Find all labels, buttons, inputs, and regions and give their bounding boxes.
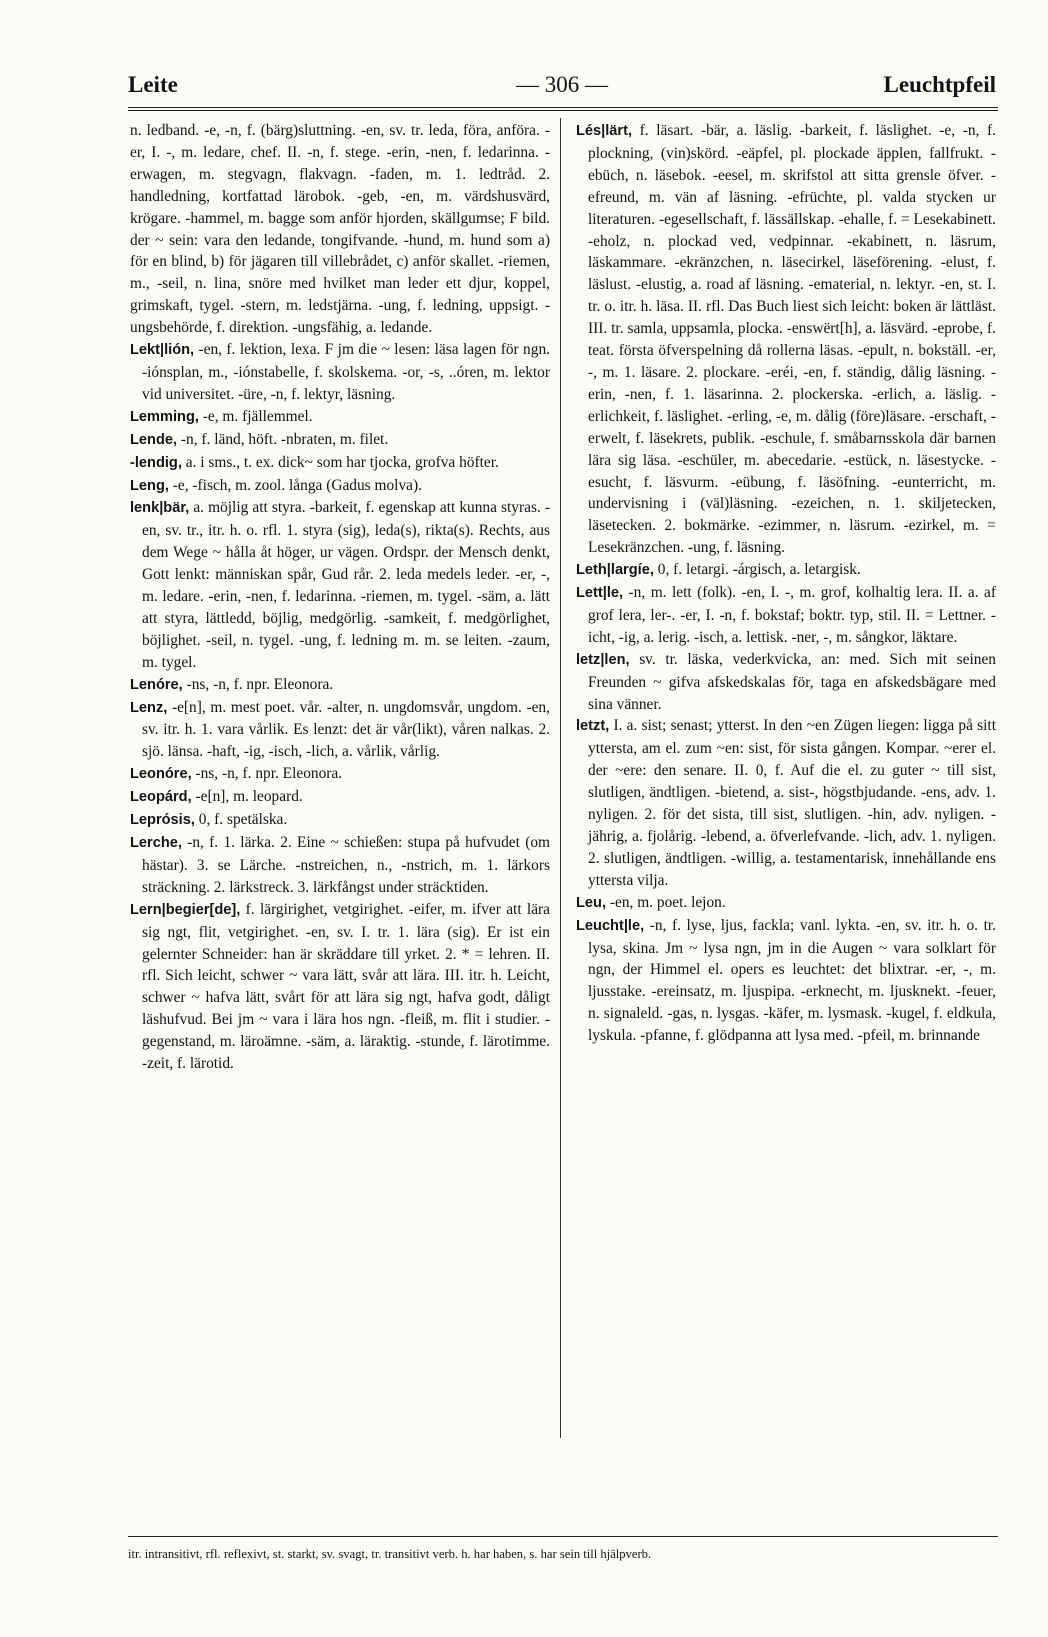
entry-headword: Leth|largíe, — [576, 562, 654, 579]
dictionary-entry — [130, 475, 550, 498]
entry-headword: Lende, — [130, 431, 178, 448]
dictionary-entry — [576, 649, 996, 716]
entry-definition: -e, m. fjällemmel. — [202, 407, 313, 425]
entry-definition: -n, f. länd, höft. -nbraten, m. filet. — [180, 430, 389, 448]
entry-headword: -lendig, — [130, 454, 182, 471]
entry-headword: letz|len, — [576, 651, 630, 668]
entry-headword: Lern|begier[de], — [130, 901, 241, 918]
dictionary-entry — [130, 406, 550, 429]
entry-headword: Lenóre, — [130, 676, 183, 693]
dictionary-entry — [576, 892, 996, 915]
entry-headword: Lerche, — [130, 835, 182, 851]
dictionary-entry — [130, 809, 550, 832]
dictionary-entry — [130, 497, 550, 673]
dictionary-entry — [130, 697, 550, 764]
header-left-guideword: Leite — [128, 72, 178, 97]
header-right-guideword: Leuchtpfeil — [883, 72, 996, 97]
dictionary-entry — [130, 452, 550, 475]
entry-definition: -n, f. 1. lärka. 2. Eine ~ schießen: stupa på hufvudet (om hästar). 3. se Lärche. -nstreichen, n., -nstrich, m. 1. lärkors sträckning. 2. lärkstreck. 3. lärkfångst under sträcktiden. — [142, 834, 550, 896]
entry-definition: 0, f. spetälska. — [198, 811, 288, 829]
entry-headword: Lett|le, — [576, 585, 624, 602]
entry-headword: Lenz, — [130, 699, 168, 716]
entry-definition: f. läsart. -bär, a. läslig. -barkeit, f. läslighet. -e, -n, f. plockning, (vin)skörd. -eäpfel, pl. plockade äpplen, fallfrukt. -ebüch, n. läsebok. -eesel, m. skrifstol att sitta grensle öfver. -efreund, m. vän af läsning. -efrüchte, pl. valda stycken ur literaturen. -egesellschaft, f. lässällskap. -ehalle, f. = Lesekabinett. -eholz, n. plockad ved, vedpinnar. -ekabinett, n. läsrum, läskammare. -ekränzchen, n. läsecirkel, läseförening. -elust, f. läslust. -elustig, a. road af läsning. -ematerial, n. lektyr. -en, st. I. tr. o. itr. h. läsa. II. rfl. Das Buch liest sich leicht: boken är lättläst. III. tr. samla, uppsamla, plocka. -enswërt[h], a. läsvärd. -eprobe, f. teat. första öfverspelning då rollerna läsas. -epult, n. bokställ. -er, -, m. 1. läsare. 2. plockare. -eréi, -en, f. ständig, dålig läsning. -erin, -nen, f. 1. läsarinna. 2. plockerska. -erlich, a. läslig. -erlichkeit, f. läslighet. -erling, -e, m. dålig (före)läsare. -erschaft, -erwelt, f. läsekrets, publik. -eschule, f. småbarnsskola där barnen lära sig läsa. -eschüler, m. abecedarie. -estück, n. läsestycke. -esucht, f. läsvurm. -eübung, f. läsöfning. -eunterricht, m. undervisning i (väl)läsning. -ezeichen, n. 1. skiljetecken, läsetecken. 2. bokmärke. -ezimmer, n. läsrum. -ezirkel, m. = Lesekränzchen. -ung, f. läsning. — [588, 122, 996, 557]
dictionary-entry — [130, 899, 550, 1075]
dictionary-entry — [130, 429, 550, 452]
entry-definition: a. i sms., t. ex. dick~ som har tjocka, grofva höfter. — [185, 453, 499, 471]
abbreviation-footer: itr. intransitivt, rfl. reflexivt, st. starkt, sv. svagt, tr. transitivt verb. h. har haben, s. har sein till hjälpverb. — [128, 1547, 652, 1561]
entry-headword: lenk|bär, — [130, 500, 190, 517]
dictionary-entry — [576, 915, 996, 1047]
entry-definition: -e, -fisch, m. zool. långa (Gadus molva). — [172, 476, 422, 494]
right-column — [576, 120, 996, 1047]
entry-headword: Leopárd, — [130, 789, 192, 806]
entry-headword: Leu, — [576, 894, 606, 911]
entry-definition: -e[n], m. leopard. — [195, 788, 303, 806]
entry-definition: -n, m. lett (folk). -en, I. -, m. grof, kolhaltig lera. II. a. af grof lera, ler-. -er, I. -n, f. bokstaf; boktr. typ, stil. II. = Lettner. -icht, -ig, a. lerig. -isch, a. lettisk. -ner, -, m. sångkor, läktare. — [588, 584, 996, 646]
entry-definition: -en, f. lektion, lexa. F jm die ~ lesen: läsa lagen för ngn. -iónsplan, m., -iónstabelle, f. skolskema. -or, -s, ..óren, m. lektor vid universitet. -üre, -n, f. lektyr, läsning. — [142, 341, 550, 403]
dictionary-entry — [576, 582, 996, 649]
dictionary-entry — [576, 559, 996, 582]
page-header — [128, 72, 996, 106]
left-column — [130, 120, 550, 1075]
entry-definition: n. ledband. -e, -n, f. (bärg)sluttning. -en, sv. tr. leda, föra, anföra. -er, I. -, m. ledare, chef. II. -n, f. stege. -erin, -nen, f. ledarinna. -erwagen, m. stegvagn, flakvagn. -faden, m. 1. ledtråd. 2. handledning, kortfattad lärobok. -geb, -en, m. värdshusvärd, krögare. -hammel, m. bagge som anför hjorden, skällgumse; F bild. der ~ sein: vara den ledande, tongifvande. -hund, m. hund som a) för en blind, b) för jägaren till villebrådet, c) anför skallet. -riemen, m., -seil, n. lina, snöre med hvilket man leder ett djur, koppel, grimskaft, tygel. -stern, m. ledstjärna. -ung, f. ledning, uppsigt. -ungsbehörde, f. direktion. -ungsfähig, a. ledande. — [130, 122, 550, 337]
dictionary-entry — [130, 339, 550, 406]
entry-headword: Leng, — [130, 477, 169, 494]
entry-definition: f. lärgirighet, vetgirighet. -eifer, m. ifver att lära sig ngt, flit, vetgirighet. -en, sv. I. tr. 1. lära (sig). Er ist ein gelernter Schneider: han är skräddare till yrket. 2. * = lehren. II. rfl. Sich leicht, schwer ~ vara lätt, svår att lära. III. itr. h. Leicht, schwer ~ hafva lätt, svårt för att lära sig ngt, hafva godt, dåligt läshufvud. Bei jm ~ vara i lära hos ngn. -fleiß, m. flit i studier. -gegenstand, m. läroämne. -säm, a. läraktig. -stunde, f. lärotimme. -zeit, f. lärotid. — [142, 900, 550, 1073]
dictionary-entry — [576, 715, 996, 891]
dictionary-entry — [576, 120, 996, 559]
entry-definition: I. a. sist; senast; ytterst. In den ~en Zügen liegen: ligga på sitt yttersta, am el. zum ~en: sist, för sista gången. Kompar. ~erer el. der ~ere: den senare. II. 0, f. Auf die el. zu guter ~ till sist, slutligen, ändtligen. -bietend, a. sist-, högstbjudande. -ens, adv. 1. nyligen. 2. för det sista, till sist, slutligen. -hin, adv. nyligen. -jährig, a. fjolårig. -lebend, a. öfverlefvande. -lich, adv. 1. nyligen. 2. slutligen, ändtligen. -willig, a. testamentarisk, innehållande ens yttersta vilja. — [588, 717, 996, 889]
header-rule — [128, 107, 998, 108]
dictionary-entry — [130, 674, 550, 697]
entry-definition: -ns, -n, f. npr. Eleonora. — [186, 675, 334, 693]
entry-headword: Lés|lärt, — [576, 123, 632, 139]
entry-definition: sv. tr. läska, vederkvicka, an: med. Sich mit seinen Freunden ~ gifva afskedskalas för, taga en afskedsbägare med sina vänner. — [588, 650, 996, 713]
entry-headword: Lekt|lión, — [130, 342, 195, 359]
entry-definition: 0, f. letargi. -árgisch, a. letargisk. — [657, 561, 861, 579]
dictionary-entry — [130, 832, 550, 899]
entry-definition: -en, m. poet. lejon. — [609, 893, 726, 911]
entry-definition: a. möjlig att styra. -barkeit, f. egenskap att kunna styras. -en, sv. tr., itr. h. o. rfl. 1. styra (sig), leda(s), rikta(s). Rechts, aus dem Wege ~ hålla åt höger, ur vägen. Ordspr. der Mensch denkt, Gott lenkt: människan spår, Gud rår. 2. leda medels leder. -er, -, m. ledare. -erin, -nen, f. ledarinna. -riemen, m. tygel. -säm, a. lätt att styra, lättledd, böjlig, medgörlig. -samkeit, f. medgörlighet, böjlighet. -seil, n. tygel. -ung, f. ledning m. m. se leiten. -zaum, m. tygel. — [142, 499, 550, 671]
entry-headword: Leucht|le, — [576, 917, 645, 934]
entry-definition: -ns, -n, f. npr. Eleonora. — [195, 765, 343, 783]
dictionary-entry — [130, 120, 550, 339]
entry-headword: Leprósis, — [130, 812, 195, 829]
entry-headword: Lemming, — [130, 408, 199, 425]
dictionary-entry — [130, 763, 550, 786]
footer-rule — [128, 1536, 998, 1537]
column-divider — [560, 118, 561, 1438]
entry-headword: letzt, — [576, 718, 610, 735]
entry-definition: -n, f. lyse, ljus, fackla; vanl. lykta. -en, sv. itr. h. o. tr. lysa, skina. Jm ~ lysa ngn, jm in die Augen ~ vara solklart för ngn, der Himmel el. opers es leuchtet: det blixtrar. -er, -, m. ljusstake. -ereinsatz, m. ljuspipa. -erknecht, m. ljusknekt. -feuer, n. signaleld. -gas, n. lysgas. -käfer, m. lysmask. -kugel, f. eldkula, lyskula. -pfanne, f. glödpanna att lysa med. -pfeil, m. brinnande — [588, 916, 996, 1045]
dictionary-entry — [130, 786, 550, 809]
page-number: — 306 — — [516, 72, 608, 97]
entry-headword: Leonóre, — [130, 766, 192, 783]
header-rule-thin — [128, 110, 998, 111]
entry-definition: -e[n], m. mest poet. vår. -alter, n. ungdomsvår, ungdom. -en, sv. itr. h. 1. vara vårlik. Es lenzt: det är vår(likt), våren nalkas. 2. sjö. länsa. -haft, -ig, -isch, -lich, a. vårlik, vårlig. — [142, 698, 550, 761]
